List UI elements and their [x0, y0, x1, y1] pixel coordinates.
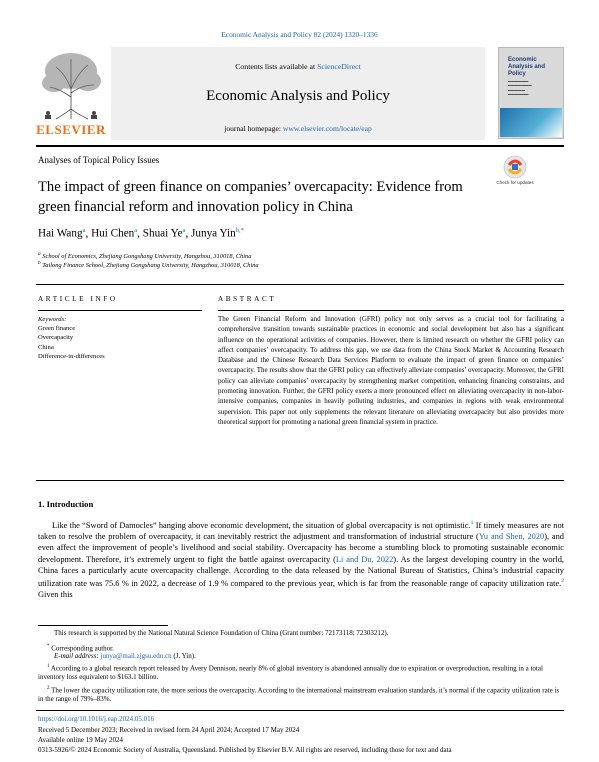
affiliation-marker: a [38, 251, 41, 257]
section-heading-introduction: 1. Introduction [38, 499, 94, 509]
email-label: E-mail address: [54, 652, 99, 660]
footnote-marker: * [47, 644, 50, 649]
body-text: If timely measures are not taken to resolve the problem of overcapacity, it can inevitably restrict the adjustment and transformation of industrial structure ( [38, 520, 564, 542]
keyword: Green finance [38, 325, 76, 333]
abstract-rule [218, 310, 564, 311]
citation-link[interactable]: Yu and Shen, 2020 [478, 532, 545, 542]
copyright-line: 0313-5926/© 2024 Economic Society of Australia, Queensland. Published by Elsevier B.V. All rights are reserved, including those for text and data [38, 746, 452, 754]
keyword: Difference-in-differences [38, 352, 105, 360]
journal-name: Economic Analysis and Policy [206, 88, 390, 104]
footnote-1 [38, 662, 564, 682]
footnote-ref[interactable]: 1 [470, 520, 474, 526]
introduction-paragraph [38, 518, 564, 601]
keywords-block [38, 315, 105, 361]
contents-line [111, 62, 485, 71]
abstract-heading: ABSTRACT [218, 295, 277, 303]
homepage-line [111, 124, 485, 133]
footnote-2 [38, 684, 564, 704]
received-dates: Received 5 December 2023; Received in revised form 24 April 2024; Accepted 17 May 2024 [38, 726, 300, 734]
homepage-prefix: journal homepage: [224, 124, 281, 133]
footnote-marker: 1 [47, 664, 50, 669]
body-text: ), and even affect the improvement of people’s livelihood and social stability. Overcapacity has become a stumbling block to promoting sustainable economic development. Therefore, it’s extremely urgent to fight the battle against overcapacity ( [38, 532, 564, 564]
article-info-heading: ARTICLE INFO [38, 295, 118, 303]
cover-small-print: ▬▬▬▬▬▬ ▬▬▬▬▬▬▬ ▬▬▬▬▬ ▬▬▬▬▬▬ [508, 79, 532, 96]
author-name: Junya Yin [191, 227, 236, 240]
body-text: Given this [38, 590, 73, 600]
header-rule [36, 145, 564, 147]
footnote-ref[interactable]: 2 [561, 578, 564, 585]
homepage-link[interactable]: www.elsevier.com/locate/eap [282, 124, 372, 133]
author-list: Hai Wang$^a$, Hui Chen$^a$, Shuai Ye$^a$, Junya Yin$^{b,*}$ [38, 227, 244, 240]
meta-rule [36, 710, 564, 711]
author-name: Hui Chen [91, 227, 135, 240]
check-for-updates-label[interactable]: Check for updates [496, 180, 534, 185]
keywords-label: Keywords: [38, 316, 67, 323]
article-title: The impact of green finance on companies’ overcapacity: Evidence from green financial reform and innovation policy in China [38, 179, 463, 215]
author-name: Shuai Ye [142, 227, 183, 240]
affiliation [38, 251, 251, 260]
keyword: China [38, 343, 54, 351]
contents-prefix: Contents lists available at [235, 62, 316, 71]
abstract-text: The Green Financial Reform and Innovation (GFRI) policy not only serves as a crucial tool for facilitating a comprehensive transition towards sustainable practices in economic and social development but also has a significant influence on the operational activities of companies. However, there is limited research on whether the GFRI policy can affect companies’ overcapacity. To address this gap, we use data from the China Stock Market & Accounting Research Database and the Chinese Research Data Services Platform to evaluate the impact of green finance on companies’ overcapacity. The results show that the GFRI policy can effectively alleviate companies’ overcapacity. Moreover, the GFRI policy can alleviate companies’ overcapacity by strengthening market competition, enhancing financing constraints, and promoting innovation. Further, the GFRI policy exerts a more pronounced effect on alleviating overcapacity in non-labor-intensive companies, companies in heavily polluting industries, and companies in regions with weak environmental supervision. This paper not only supplements the relevant literature on alleviating overcapacity but also provides more theoretical support for promoting a national green financial system in practice. [218, 315, 564, 426]
citation-link[interactable]: Li and Du, 2022 [335, 554, 394, 564]
author-affiliation-marker[interactable]: a [134, 227, 138, 234]
affiliation-marker: b [38, 260, 41, 266]
body-text: Like the “Sword of Damocles” hanging above economic development, the situation of global overcapacity is not optimistic. [52, 520, 471, 530]
sciencedirect-link[interactable]: ScienceDirect [317, 62, 361, 71]
affiliation-text: Tailong Finance School, Zhejiang Gongshang University, Hangzhou, 310018, China [42, 262, 259, 270]
section-rule [36, 284, 564, 285]
journal-citation[interactable]: Economic Analysis and Policy 82 (2024) 1320–1336 [221, 30, 378, 39]
affiliation [38, 260, 259, 269]
footnote-text: According to a global research report released by Avery Dennison, nearly 8% of global inventory is abandoned annually due to expiration or overproduction, resulting in a total inventory loss equivalent to $163.1 billion. [38, 664, 543, 682]
author-name: Hai Wang [38, 227, 83, 240]
doi-link[interactable]: https://doi.org/10.1016/j.eap.2024.05.016 [38, 715, 155, 723]
author-affiliation-marker[interactable]: a [182, 227, 186, 234]
funding-note: This research is supported by the National Natural Science Foundation of China (Grant number: 72173118; 72303212). [54, 629, 389, 637]
email-suffix: (J. Yin). [173, 652, 196, 660]
cover-title: Economic Analysis and Policy [508, 57, 546, 77]
keyword: Overcapacity [38, 334, 74, 342]
body-text: ). As the largest developing country in the world, China faces a particularly acute overcapacity challenge. According to the data released by the National Bureau of Statistics, China’s industrial capacity utilization rate was 75.6 % in 2022, a decrease of 1.9 % compared to the previous year, which is far from the reasonable range of capacity utilization rate. [38, 554, 564, 589]
corresponding-author-text: Corresponding author. [51, 644, 114, 653]
article-info-rule [38, 310, 202, 311]
available-online-date: Available online 19 May 2024 [38, 736, 124, 744]
elsevier-wordmark: ELSEVIER [36, 122, 106, 137]
author-affiliation-marker[interactable]: a [82, 227, 86, 234]
footnote-marker: 2 [47, 686, 50, 691]
affiliation-text: School of Economics, Zhejiang Gongshang University, Hangzhou, 310018, China [42, 253, 252, 261]
email-link[interactable]: junya@mail.zjgsu.edu.cn [100, 652, 172, 660]
footnote-text: The lower the capacity utilization rate, the more serious the overcapacity. According to the international mainstream evaluation standards, it’s normal if the capacity utilization rate is in the range of 79%–83%. [38, 686, 560, 704]
abstract-bottom-rule [36, 480, 564, 481]
footnote-rule [38, 625, 168, 626]
email-note [38, 652, 564, 661]
author-affiliation-marker[interactable]: b,* [235, 227, 244, 234]
cover-graphic [500, 108, 562, 137]
section-label: Analyses of Topical Policy Issues [38, 155, 160, 165]
